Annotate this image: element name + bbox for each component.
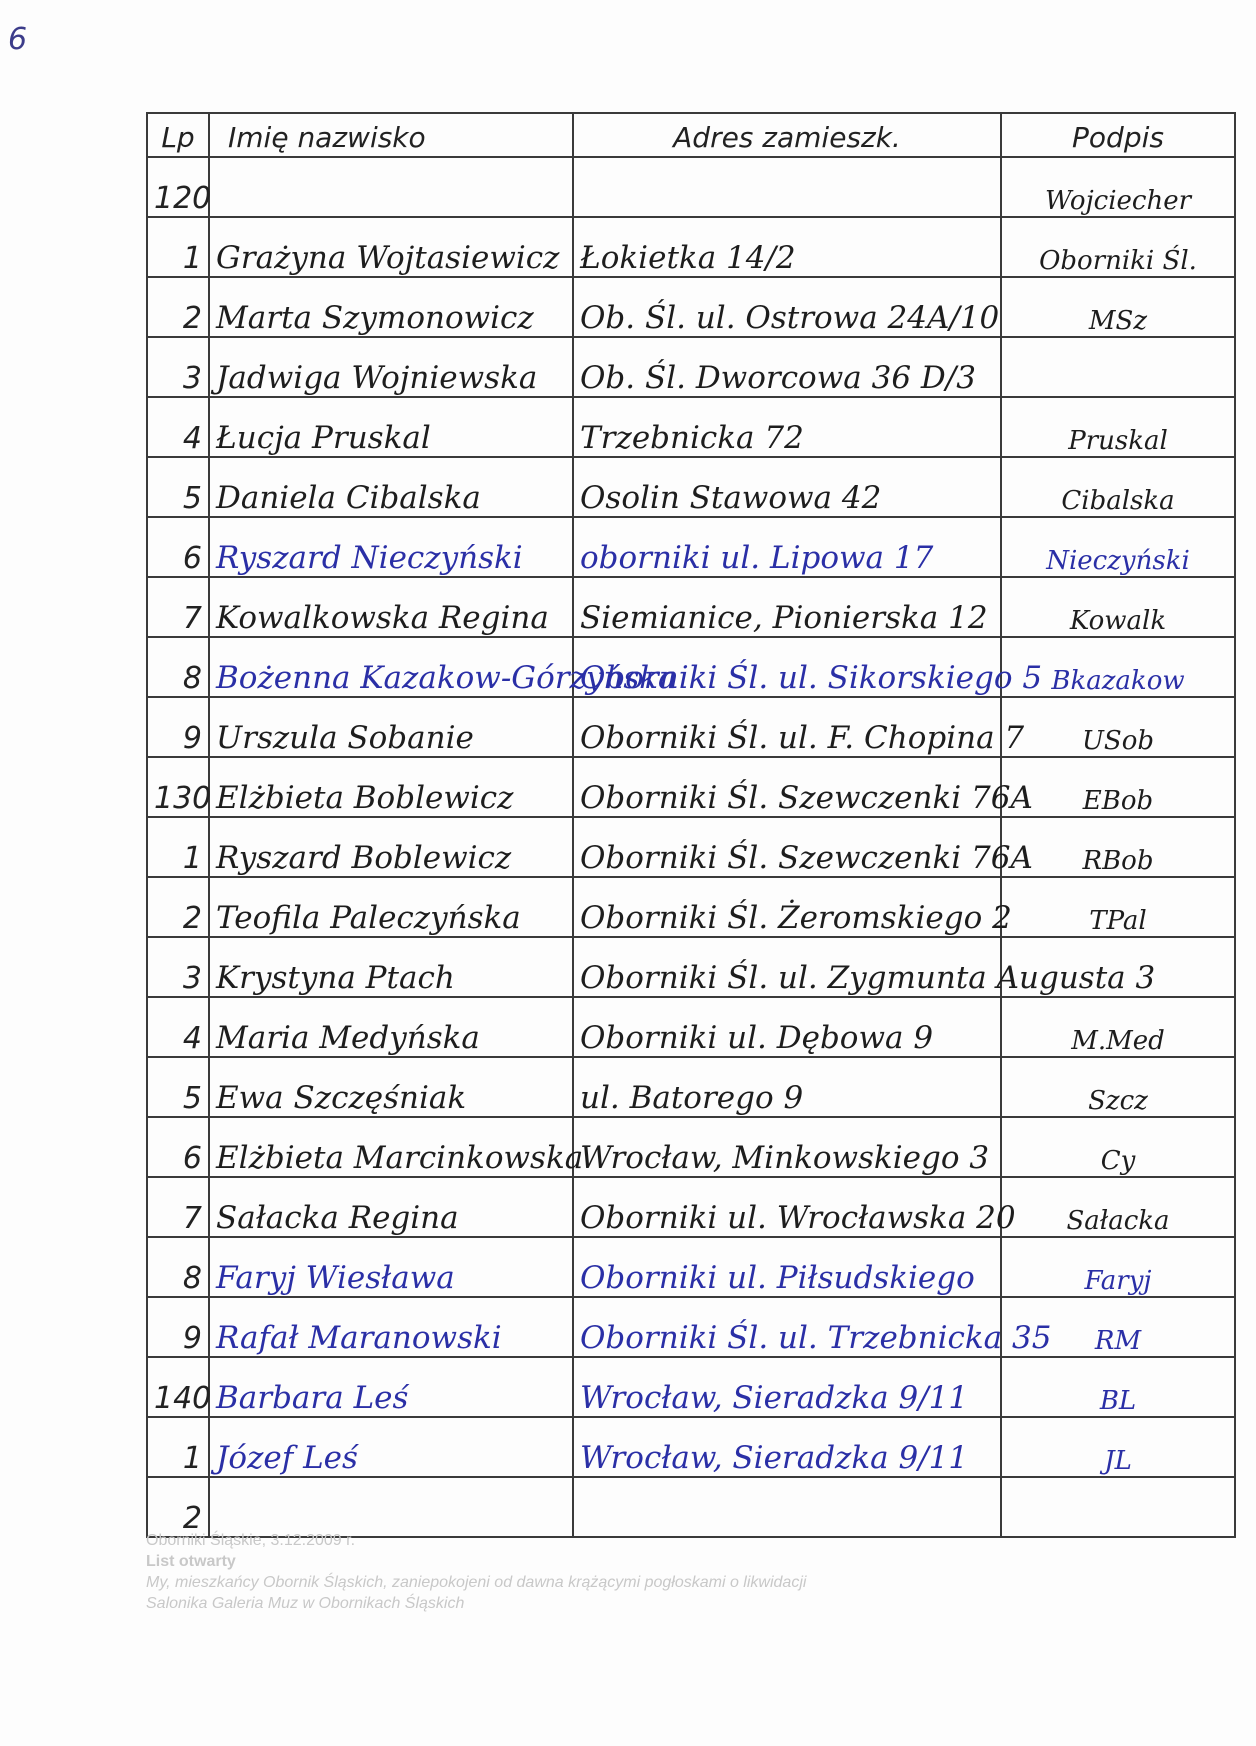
row-number: 130	[147, 757, 209, 817]
table-row	[147, 1417, 1235, 1477]
signer-signature: Szcz	[1001, 1057, 1235, 1117]
table-row	[147, 997, 1235, 1057]
signer-signature: Faryj	[1001, 1237, 1235, 1297]
letter-date: Oborniki Śląskie, 3.12.2009 r.	[146, 1532, 356, 1549]
signer-address: Oborniki ul. Dębowa 9	[573, 997, 1001, 1057]
signer-address: Oborniki Śl. ul. F. Chopina 7	[573, 697, 1001, 757]
table-row	[147, 757, 1235, 817]
signer-signature: M.Med	[1001, 997, 1235, 1057]
signer-signature	[1001, 337, 1235, 397]
signer-signature: Kowalk	[1001, 577, 1235, 637]
table-row	[147, 877, 1235, 937]
signer-signature: Sałacka	[1001, 1177, 1235, 1237]
signer-signature: EBob	[1001, 757, 1235, 817]
row-number: 9	[147, 1297, 209, 1357]
signer-name: Krystyna Ptach	[209, 937, 573, 997]
table-row	[147, 817, 1235, 877]
row-number: 2	[147, 877, 209, 937]
table-row	[147, 1177, 1235, 1237]
signer-address: ul. Batorego 9	[573, 1057, 1001, 1117]
row-number: 8	[147, 1237, 209, 1297]
signer-address	[573, 1477, 1001, 1537]
signer-signature: BL	[1001, 1357, 1235, 1417]
signer-name: Faryj Wiesława	[209, 1237, 573, 1297]
signer-signature: RBob	[1001, 817, 1235, 877]
signer-signature	[1001, 1477, 1235, 1537]
signer-name: Ryszard Nieczyński	[209, 517, 573, 577]
signer-signature: Pruskal	[1001, 397, 1235, 457]
row-number: 3	[147, 337, 209, 397]
row-number: 1	[147, 817, 209, 877]
signer-name: Barbara Leś	[209, 1357, 573, 1417]
table-row	[147, 217, 1235, 277]
table-row	[147, 1117, 1235, 1177]
signer-signature: Wojciecher	[1001, 157, 1235, 217]
petition-rows	[147, 157, 1235, 1537]
table-row	[147, 1357, 1235, 1417]
signer-signature: Cibalska	[1001, 457, 1235, 517]
signer-address	[573, 157, 1001, 217]
signer-signature: Bkazakow	[1001, 637, 1235, 697]
signer-address: Ob. Śl. Dworcowa 36 D/3	[573, 337, 1001, 397]
signer-address: Wrocław, Minkowskiego 3	[573, 1117, 1001, 1177]
row-number: 2	[147, 1477, 209, 1537]
row-number: 7	[147, 1177, 209, 1237]
table-row	[147, 577, 1235, 637]
table-row	[147, 1477, 1235, 1537]
row-number: 3	[147, 937, 209, 997]
table-row	[147, 1237, 1235, 1297]
signer-address: Oborniki ul. Piłsudskiego	[573, 1237, 1001, 1297]
signer-name: Teofila Paleczyńska	[209, 877, 573, 937]
signer-name: Kowalkowska Regina	[209, 577, 573, 637]
signer-address: Wrocław, Sieradzka 9/11	[573, 1357, 1001, 1417]
row-number: 5	[147, 457, 209, 517]
signer-address: oborniki ul. Lipowa 17	[573, 517, 1001, 577]
signer-name	[209, 157, 573, 217]
row-number: 1	[147, 1417, 209, 1477]
table-row	[147, 277, 1235, 337]
petition-table	[146, 112, 1236, 1538]
table-row	[147, 157, 1235, 217]
signer-address: Wrocław, Sieradzka 9/11	[573, 1417, 1001, 1477]
table-row	[147, 697, 1235, 757]
table-row	[147, 1297, 1235, 1357]
row-number: 5	[147, 1057, 209, 1117]
signer-address: Oborniki ul. Wrocławska 20	[573, 1177, 1001, 1237]
signer-signature: USob	[1001, 697, 1235, 757]
signer-signature: JL	[1001, 1417, 1235, 1477]
signer-signature: Cy	[1001, 1117, 1235, 1177]
row-number: 8	[147, 637, 209, 697]
signer-name: Elżbieta Boblewicz	[209, 757, 573, 817]
letter-text-line: Salonika Galeria Muz w Obornikach Śląskich	[146, 1595, 465, 1612]
signer-name: Rafał Maranowski	[209, 1297, 573, 1357]
table-row	[147, 457, 1235, 517]
letter-title: List otwarty	[146, 1553, 236, 1570]
signer-name: Sałacka Regina	[209, 1177, 573, 1237]
row-number: 1	[147, 217, 209, 277]
row-number: 9	[147, 697, 209, 757]
signer-name: Elżbieta Marcinkowska	[209, 1117, 573, 1177]
signer-name: Ryszard Boblewicz	[209, 817, 573, 877]
row-number: 6	[147, 1117, 209, 1177]
signer-address: Osolin Stawowa 42	[573, 457, 1001, 517]
signer-signature: RM	[1001, 1297, 1235, 1357]
signer-signature: TPal	[1001, 877, 1235, 937]
signer-signature: Nieczyński	[1001, 517, 1235, 577]
row-number: 6	[147, 517, 209, 577]
header-row	[147, 113, 1235, 157]
printed-letter-fragment	[146, 1530, 1046, 1614]
row-number: 7	[147, 577, 209, 637]
signer-address: Trzebnicka 72	[573, 397, 1001, 457]
signer-name: Marta Szymonowicz	[209, 277, 573, 337]
row-number: 2	[147, 277, 209, 337]
table-row	[147, 637, 1235, 697]
page-number: 6	[8, 22, 28, 57]
signer-name: Jadwiga Wojniewska	[209, 337, 573, 397]
signer-address: Oborniki Śl. Szewczenki 76A	[573, 757, 1001, 817]
signer-name	[209, 1477, 573, 1537]
row-number: 140	[147, 1357, 209, 1417]
signer-name: Urszula Sobanie	[209, 697, 573, 757]
signer-address: Oborniki Śl. Szewczenki 76A	[573, 817, 1001, 877]
letter-text-line: My, mieszkańcy Obornik Śląskich, zaniepokojeni od dawna krążącymi pogłoskami o likwidacji	[146, 1574, 807, 1591]
signer-name: Grażyna Wojtasiewicz	[209, 217, 573, 277]
row-number: 4	[147, 397, 209, 457]
signer-address: Oborniki Śl. Żeromskiego 2	[573, 877, 1001, 937]
row-number: 4	[147, 997, 209, 1057]
table-row	[147, 397, 1235, 457]
signer-name: Maria Medyńska	[209, 997, 573, 1057]
signer-address: Oborniki Śl. ul. Zygmunta Augusta 3	[573, 937, 1001, 997]
signer-address: Oborniki Śl. ul. Trzebnicka 35	[573, 1297, 1001, 1357]
row-number: 120	[147, 157, 209, 217]
signer-name: Daniela Cibalska	[209, 457, 573, 517]
signer-address: Oborniki Śl. ul. Sikorskiego 5	[573, 637, 1001, 697]
signer-signature: MSz	[1001, 277, 1235, 337]
table-row	[147, 1057, 1235, 1117]
petition-sheet	[146, 112, 1234, 1536]
signer-name: Józef Leś	[209, 1417, 573, 1477]
header-signature: Podpis	[1001, 113, 1235, 157]
table-row	[147, 337, 1235, 397]
signer-name: Ewa Szczęśniak	[209, 1057, 573, 1117]
header-name: Imię nazwisko	[209, 113, 573, 157]
header-lp: Lp	[147, 113, 209, 157]
signer-address: Siemianice, Pionierska 12	[573, 577, 1001, 637]
table-row	[147, 517, 1235, 577]
signer-name: Łucja Pruskal	[209, 397, 573, 457]
signer-address: Ob. Śl. ul. Ostrowa 24A/10	[573, 277, 1001, 337]
signer-name: Bożenna Kazakow-Górzyńska	[209, 637, 573, 697]
table-row	[147, 937, 1235, 997]
header-address: Adres zamieszk.	[573, 113, 1001, 157]
signer-signature: Oborniki Śl.	[1001, 217, 1235, 277]
signer-address: Łokietka 14/2	[573, 217, 1001, 277]
